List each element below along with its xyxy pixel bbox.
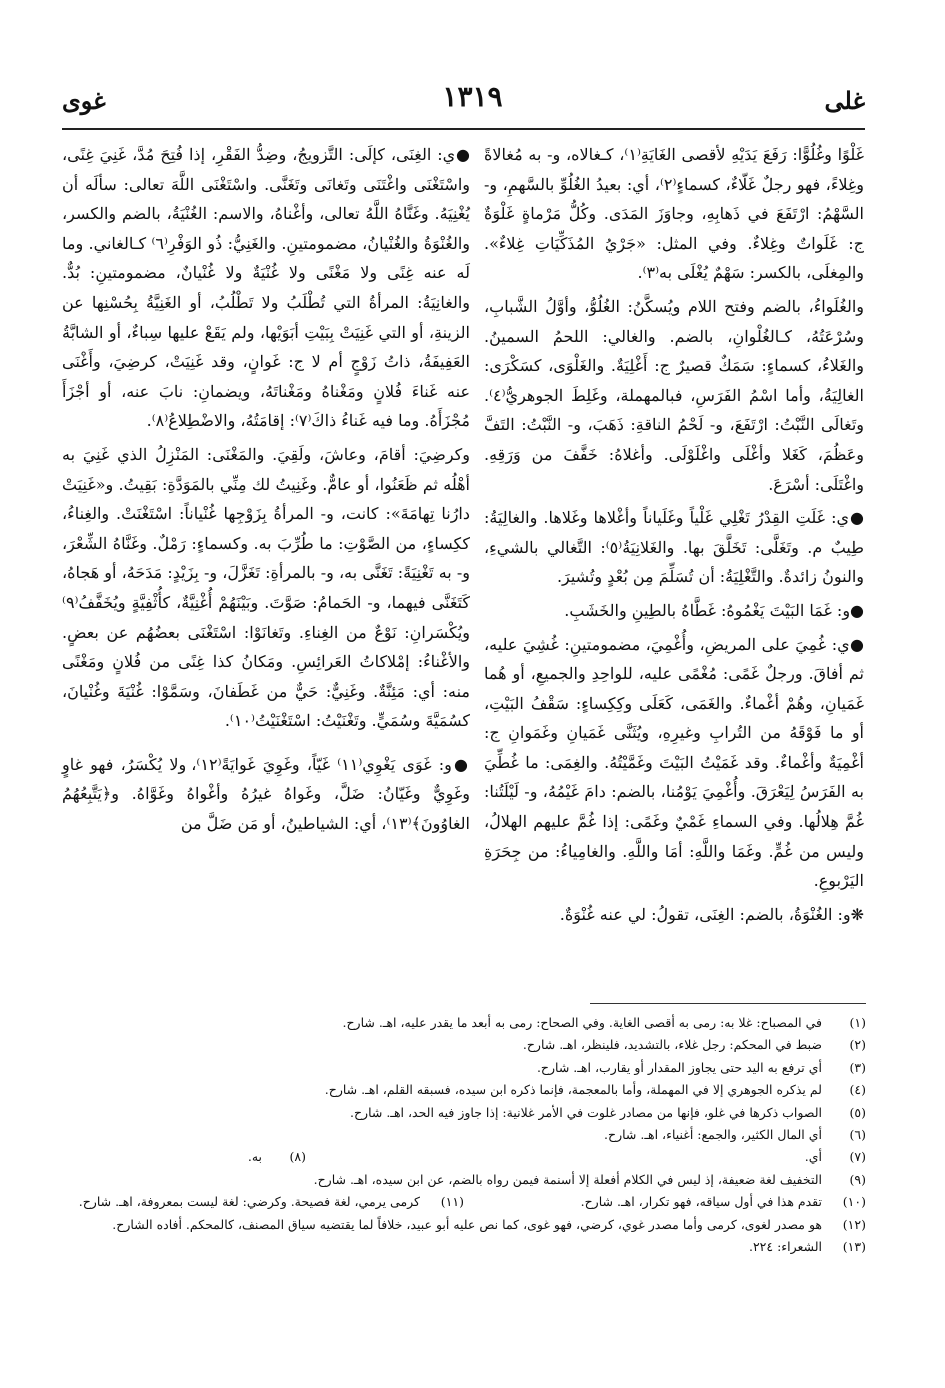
footnote (62, 1079, 866, 1101)
footnote-number: (١) (849, 1015, 866, 1030)
footnote-text: هو مصدر لغوى، كرمى وأما مصدر غوي، كرضي، فهو غوى، كما نص عليه أبو عبيد، خلافاً لما يقتضيه سياق المصنف، كالمحكم. أفاده الشارح. (112, 1216, 822, 1232)
footnote-pair (62, 1191, 866, 1213)
entry-paragraph: وكرضِيَ: أقامَ، وعاشَ، ولَقِيَ. والمَغْنَى: المَنْزِلُ الذي غَنِيَ به أهْلُه ثم ظَعَنُوا، أو عامٌّ. وغَنِيتُ لك مِنِّي بالمَوَدَّةِ: بَقِيتُ. و«غَنِيَتْ دارُنا تِهامَةَ»: كانت، و- المرأةُ بِزَوْجِها غُنْياناً: اسْتَغْنَتْ. والغِناءُ، ككِساءٍ، من الصَّوْتِ: ما طُرِّبَ به. وكسماءٍ: رَمْلٌ. وغَنَّاهُ الشِّعْرَ، و- به تَغْنِيَةً: تَغَنَّى به، و- بالمرأةِ: تَغَزَّلَ، و- بِزَيْدٍ: مَدَحَهُ، أو هَجاهُ، كَتَغَنَّى فيهما، و- الحَمامُ: صَوَّتَ. وبَيْنَهُمْ أُغْنِيَّةٌ، كأُثْفِيَّةٍ ويُخَفَّفُ⁽٩⁾ ويُكْسَرانِ: نَوْعٌ من الغِناءِ. وتَغانَوْا: اسْتَغْنَى بعضُهُم عن بعضٍ. والأغْناءُ: إمْلاكاتُ العَرائِسِ. ومَكانُ كذا غِنًى من فُلانٍ ومَغْنًى منه: أي: مَئِنَّةٌ. وغَنِيٌّ: حَيٌّ من غَطَفانَ، وسَمَّوْا: غُنْيَةَ وغُنْيانَ، كسُمَيَّةَ وسُمَيٍّ. وتَغْنَيْتُ: اسْتَغْنَيْتُ⁽١٠⁾. (62, 444, 471, 731)
footnote-text: أي ترفع به اليد حتى يجاوز المقدار أو يقارب، اهـ. شارح. (536, 1059, 822, 1075)
entry-paragraph: ●ي: الغِنَى، كإلَى: التَّزويجُ، وضِدُّ الفَقْرِ، إذا فُتِحَ مُدَّ، غَنِيَ غِنًى، واسْتَغْنَى واغْتَنَى وتَغانَى وتَغَنَّى. واسْتَغْنَى اللَّهَ تعالى: سألَه أن يُغْنِيَهُ. وغَنَّاهُ اللَّهُ تعالى، وأغْناهُ، والاسم: الغُنْيَةُ، بالضم والكسر، والغُنْوَةُ والغُنْيانُ، مضمومتينِ. والغَنِيُّ: ذُو الوَفْرِ⁽٦⁾ كـالغاني. وما لَه عنه غِنًى ولا مَغْنًى ولا غُنْيَةٌ ولا غُنْيانٌ، مضمومتينِ: بُدٌّ. والغانِيَةُ: المرأةُ التي تُطْلَبُ ولا تَطْلُبُ، أو الغَنِيَّةُ بِحُسْنِها عن الزينةِ، أو التي غَنِيَتْ بِبَيْتِ أبَوَيْها، ولم يَقَعْ عليها سِباءٌ، أو الشابَّةُ العَفِيفَةُ، ذاتُ زَوْجٍ أم لا ج: غَوانٍ، وقد غَنِيَتْ، كرضِيَ، وأَغْنَى عنه غَناءَ فُلانٍ ومَغْناهُ ومَغْناتَهُ، ويضمانِ: نابَ عنه، أو أجْزَأَ مُجْزَأَهُ. وما فيه غَناءُ ذاكَ⁽٧⁾: إقامَتُهُ، والاضْطِلاعُ⁽٨⁾. (62, 145, 471, 431)
footnote (306, 1146, 866, 1168)
entry-paragraph: ●ي: غَلَتِ القِدْرُ تَغْلِي غَلْياً وغَلَياناً وأغْلاها وغَلاها. والغالِيَةُ: طِيبٌ م. وتَغَلَّى: تَخَلَّقَ بها. والغَلانِيَةُ⁽٥⁾: التَّغالي بالشيءِ، والنونُ زائدةٌ. والتَّغْلِيَةُ: أن تُسَلِّمَ مِن بُعْدٍ وتُشيرَ. (484, 508, 864, 587)
footnote (62, 1057, 866, 1079)
footnote-text: الشعراء: ٢٢٤. (748, 1239, 822, 1255)
footnote-text: أي. (804, 1149, 822, 1165)
footnote-text: به. (247, 1149, 262, 1165)
entry-paragraph: ❋و: الغُنْوَةُ، بالضم: الغِنَى، تقولُ: لي عنه غُنْوَةٌ. (559, 904, 864, 924)
footnote-text: لم يذكره الجوهري إلا في المهملة، وأما بالمعجمة، فإنما ذكره ابن سيده، فسبقه القلم، اهـ. شارح. (324, 1082, 822, 1098)
footnote (464, 1191, 866, 1213)
paragraph-gap (62, 736, 470, 750)
entry-paragraph: والغُلَواءُ، بالضم وفتح اللام ويُسكَّنُ: الغُلُوُّ، وأوَّلُ الشَّبابِ، وسُرْعَتُهُ، كـالغُلْوانِ، بالضم. والغالي: اللحمُ السمينُ. والغَلاءُ، كسماءٍ: سَمَكٌ قصيرٌ ج: أَغْلِيَةٌ. والغَلْوَى، كسَكْرَى: الغالِيَةُ، وأما اسْمُ الفَرَسِ، فبالمهملة، وغَلِطَ الجوهريُّ⁽٤⁾. وتَغالَى النَّبْتُ: ارْتَفَعَ، و- لَحْمُ الناقةِ: ذَهَبَ، و- النَّبْتُ: التَفَّ وعَظُمَ، كَغَلا وأغْلَى واغْلَوْلَى. وأغلاهُ: خَفَّفَ من وَرَقِهِ. واغْتَلَى: أسْرَعَ. (484, 296, 865, 494)
footnote (62, 1169, 866, 1191)
footnote-number: (١٣) (842, 1239, 866, 1255)
entry-paragraph: ●و: غَوَى يَغْوِي⁽١١⁾ غَيّاً، وغَوِيَ غَوايَةً⁽١٢⁾، ولا يُكْسَرُ، فهو غاوٍ وغَوِيٌّ وغَيّانُ: ضَلَّ، وغَواهُ غيرُهُ وأغْواهُ وغَوَّاهُ. و﴿يَتَّبِعُهُمُ الغاوُونَ﴾⁽١٣⁾، أي: الشياطينُ، أو مَن ضَلَّ من (62, 754, 471, 834)
footnote-number: (١٢) (842, 1216, 866, 1232)
footnote (62, 1124, 866, 1146)
footnote-number: (١٠) (842, 1194, 866, 1210)
entry-paragraph: غَلْوًا وغُلُوًّا: رَفَعَ يَدَيْهِ لأقصى الغَايَةِ⁽١⁾، كـغالاه، و- به مُغالاةً وغِلاءً، فهو رجلٌ غَلّاءٌ، كسماءٍ⁽٢⁾، أي: بعيدُ الغُلُوِّ بالسَّهمِ، و- السَّهْمُ: ارْتَفَعَ في ذَهابِهِ، وجاوَزَ المَدَى. وكُلُّ مَرْماةٍ غَلْوَةٌ ج: غَلَواتٌ وغِلاءٌ. وفي المثل: «جَرْيُ المُذَكِّيَاتِ غِلاءٌ». والمِغلَى، بالكسر: سَهْمٌ يُغْلَى به⁽٣⁾. (484, 145, 865, 283)
footnote (62, 1102, 866, 1124)
footnote-text: التخفيف لغة ضعيفة، إذ ليس في الكلام أفعلة إلا أسنمة فيمن رواه بالضم، عن ابن سيده، اهـ. شارح. (313, 1171, 822, 1187)
header-headword-right: غلى (824, 86, 865, 115)
footnote-number: (٥) (849, 1104, 866, 1120)
left-text-column (62, 140, 470, 839)
footnote-number: (٩) (849, 1171, 866, 1187)
footnote (62, 1236, 866, 1258)
footnote-number: (٣) (849, 1059, 866, 1075)
footnote-number: (١١) (440, 1194, 464, 1210)
footnote-text: تقدم هذا في أول سياقه، فهو تكرار، اهـ. شارح. (580, 1194, 822, 1210)
footnote (248, 1146, 306, 1168)
footnote (62, 1214, 866, 1236)
footnote (62, 1191, 464, 1213)
header-headword-left: غوى (62, 86, 106, 115)
footnote-pair (62, 1146, 866, 1168)
page-number: ١٣١٩ (442, 80, 503, 113)
entry-paragraph: ●و: غَمَا البَيْتَ يَغْمُوهُ: غَطَّاهُ بالطِينِ والخَشَبِ. (564, 600, 864, 620)
footnotes-block (62, 1012, 866, 1258)
footnote-number: (٧) (849, 1149, 866, 1165)
footnote-number: (٢) (849, 1037, 866, 1053)
footnote-text: في المصباح: غلا به: رمى به أقصى الغاية. وفي الصحاح: رمى به أبعد ما يقدر عليه، اهـ. شارح. (342, 1015, 822, 1030)
footnote-number: (٤) (849, 1082, 866, 1098)
footnote-text: كرمى يرمي، لغة فصيحة. وكرضي: لغة ليست بمعروفة، اهـ. شارح. (78, 1194, 420, 1210)
footnote-text: الصواب ذكرها في غلو، فإنها من مصادر غلوت في الأمر غلانية: إذا جاوز فيه الحد، اهـ. شارح. (350, 1104, 822, 1120)
footnote (62, 1034, 866, 1056)
header-rule (62, 128, 865, 130)
footnote-number: (٨) (289, 1149, 306, 1165)
footnote-rule (590, 1003, 866, 1004)
footnote (62, 1012, 866, 1034)
footnote-number: (٦) (849, 1127, 866, 1143)
entry-paragraph: ●ي: غُمِيَ على المريضِ، وأُغْمِيَ، مضمومتينِ: غُشِيَ عليه، ثم أفاقَ. ورجلٌ غَمًى: مُغْمًى عليه، للواحِدِ والجميعِ، أو هُما غَمَيانِ، وهُمْ أغْماءٌ. والغَمَى، كَعَلَى وكِكِساءٍ: سَقْفُ البَيْتِ، أو ما فَوْقَهُ من التُرابِ وغيرِهِ، ويُثَنَّى غَمَيانِ وغَمَوانِ ج: أغْمِيَةٌ وأغْماءٌ. وقد غَمَيْتُ البَيْتَ وغَمَّيْتُهُ. والغِمَى: ما غُطِّيَ به الفَرَسُ لِيَعْرَقَ. وأُغْمِيَ يَوْمُنا، بالضم: دامَ غَيْمُهُ، و- لَيْلَتُنا: غُمَّ هِلالُها. وفي السماءِ غَمْيٌ وغَمًى: إذا غُمَّ عليهم الهلالُ، وليس من غُمٍّ. وغَمَا واللَّهِ: أمَا واللَّهِ. والغامِياءُ: من جِحَرَةِ اليَرْبوعِ. (484, 634, 864, 891)
right-text-column (484, 140, 864, 929)
footnote-text: أي المال الكثير، والجمع: أغنياء، اهـ. شارح. (604, 1127, 822, 1143)
footnote-text: ضبط في المحكم: رجل غلاء، بالتشديد، فلينظر، اهـ. شارح. (522, 1037, 822, 1053)
